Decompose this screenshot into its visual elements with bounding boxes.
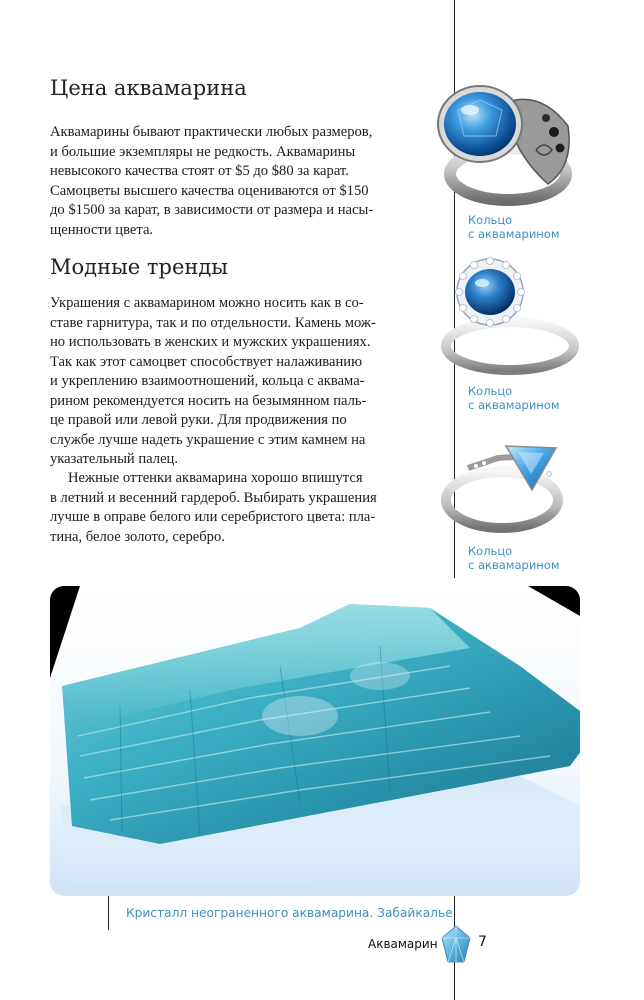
text-line: це правой или левой руки. Для продвижения по [50,412,347,428]
text-line: Нежные оттенки аквамарина хорошо впишутся [68,470,363,486]
running-footer-title: Аквамарин [368,937,438,951]
page-number: 7 [478,934,487,950]
text-line: Самоцветы высшего качества оцениваются от $150 [50,182,369,199]
heading-trends: Модные тренды [50,255,229,279]
text-line: и большие экземпляры не редкость. Аквамарины [50,143,356,160]
ring-label-line: Кольцо [468,384,513,398]
raw-aquamarine-crystal-image [50,586,580,896]
text-line: Так как этот самоцвет способствует налаживанию [50,353,362,370]
paragraph-price [50,123,412,240]
crystal-photo [50,586,580,896]
ring-label-line: Кольцо [468,213,513,227]
text-line: и укреплению взаимоотношений, кольца с аквама- [50,373,365,389]
ring-label-1 [468,213,560,241]
ring-image-trillion-aquamarine [428,428,580,540]
ring-image-oval-aquamarine [428,66,580,206]
paragraph-trends-2 [50,469,412,547]
ring-label-line: Кольцо [468,544,513,558]
text-line: службе лучше надеть украшение с этим камнем на [50,431,366,448]
text-line: лучше в оправе белого или серебристого цвета: пла- [50,509,376,525]
paragraph-trends-1 [50,294,412,470]
ring-image-halo-aquamarine [428,254,580,380]
text-line: указательный палец. [50,451,179,467]
ring-label-2 [468,384,560,412]
heading-price: Цена аквамарина [50,76,247,100]
photo-caption: Кристалл неограненного аквамарина. Забайкалье [126,906,453,920]
text-line: ставе гарнитура, так и по отдельности. Камень мож- [50,314,376,331]
text-line: но использовать в женских и мужских украшениях. [50,334,371,350]
ring-label-line: с аквамарином [468,227,560,241]
text-line: Украшения с аквамарином можно носить как в со- [50,295,364,311]
text-line: тина, белое золото, серебро. [50,528,225,545]
ring-label-line: с аквамарином [468,398,560,412]
text-line: щенности цвета. [50,221,154,238]
text-line: в летний и весенний гардероб. Выбирать украшения [50,489,377,506]
text-line: рином рекомендуется носить на безымянном паль- [50,392,367,409]
ring-label-line: с аквамарином [468,558,560,572]
text-line: до $1500 за карат, в зависимости от размера и насы- [50,202,374,218]
text-line: невысокого качества стоят от $5 до $80 за карат. [50,163,349,179]
ring-label-3 [468,544,560,572]
aquamarine-gem-icon [440,924,472,966]
text-line: Аквамарины бывают практически любых размеров, [50,124,373,140]
